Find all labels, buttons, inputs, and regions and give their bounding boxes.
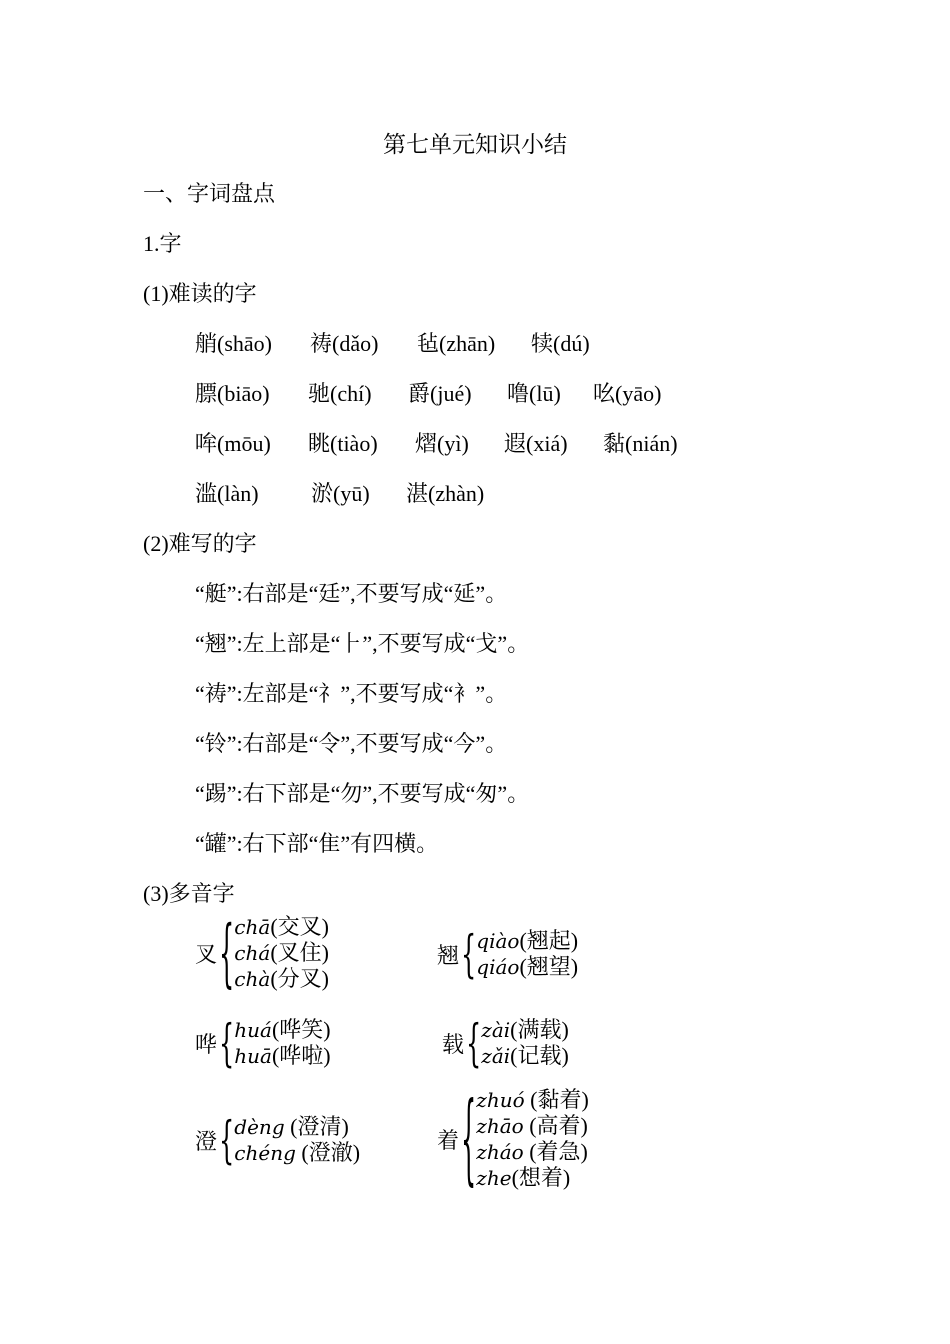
char-entry: 眺(tiào) [308, 431, 378, 456]
reading-item: chá(叉住) [234, 940, 329, 965]
polyphone-group [195, 1110, 361, 1170]
hard-write-line: “艇”:右部是“廷”,不要写成“延”。 [195, 581, 508, 606]
char-entry: 湛(zhàn) [406, 481, 485, 506]
reading-item: huā(哗啦) [234, 1043, 331, 1068]
reading-item: zǎi(记载) [481, 1043, 569, 1068]
polyphone-heading: (3)多音字 [143, 881, 235, 906]
char-entry: 哞(mōu) [195, 431, 271, 456]
reading-item: qiào(翘起) [476, 928, 579, 953]
reading-item: zhāo (高着) [476, 1113, 588, 1138]
brace: { [466, 1013, 482, 1073]
brace: { [461, 1081, 477, 1197]
char-entry: 驰(chí) [308, 381, 372, 406]
reading-item: zháo (着急) [476, 1139, 588, 1164]
reading-item: chéng (澄澈) [234, 1140, 361, 1165]
polyphone-char: 载 [442, 1031, 465, 1057]
polyphone-group [195, 909, 329, 997]
polyphone-group [442, 1013, 569, 1073]
char-entry: 吆(yāo) [593, 381, 662, 406]
hard-read-heading: (1)难读的字 [143, 281, 257, 306]
char-entry: 毡(zhān) [417, 331, 496, 356]
char-entry: 犊(dú) [531, 331, 590, 356]
char-entry: 爵(jué) [408, 381, 472, 406]
char-entry: 遐(xiá) [504, 431, 568, 456]
brace: { [219, 909, 235, 997]
reading-item: chà(分叉) [234, 966, 329, 991]
hard-write-line: “踢”:右下部是“勿”,不要写成“匆”。 [195, 781, 530, 806]
polyphone-group [437, 924, 579, 984]
reading-item: chā(交叉) [234, 914, 329, 939]
hard-write-line: “铃”:右部是“令”,不要写成“今”。 [195, 731, 508, 756]
polyphone-char: 着 [437, 1127, 460, 1153]
reading-item: huá(哗笑) [234, 1017, 331, 1042]
polyphone-group [195, 1013, 331, 1073]
brace: { [219, 1110, 235, 1170]
reading-item: qiáo(翘望) [476, 954, 579, 979]
char-entry: 膘(biāo) [195, 381, 270, 406]
hard-write-line: “翘”:左上部是“⺊”,不要写成“戈”。 [195, 631, 530, 656]
polyphone-char: 翘 [437, 942, 460, 968]
reading-item: zhe(想着) [476, 1165, 571, 1190]
reading-item: zài(满载) [481, 1017, 569, 1042]
hard-write-line: “祷”:左部是“礻”,不要写成“衤”。 [195, 681, 508, 706]
char-entry: 噜(lū) [507, 381, 561, 406]
polyphone-char: 哗 [195, 1031, 218, 1057]
hard-write-heading: (2)难写的字 [143, 531, 257, 556]
char-entry: 滥(làn) [195, 481, 259, 506]
reading-item: dèng (澄清) [234, 1114, 349, 1139]
brace: { [461, 924, 477, 984]
reading-item: zhuó (黏着) [476, 1087, 589, 1112]
polyphone-char: 澄 [195, 1128, 218, 1154]
page-title: 第七单元知识小结 [383, 132, 567, 157]
char-entry: 祷(dǎo) [310, 331, 379, 356]
char-entry: 熠(yì) [415, 431, 469, 456]
brace: { [219, 1013, 235, 1073]
char-entry: 艄(shāo) [195, 331, 272, 356]
char-entry: 黏(nián) [603, 431, 678, 456]
polyphone-char: 叉 [195, 941, 218, 967]
sub-heading: 1.字 [143, 231, 182, 256]
section-heading: 一、字词盘点 [143, 181, 276, 206]
polyphone-group [437, 1081, 589, 1197]
hard-write-line: “罐”:右下部“隹”有四横。 [195, 831, 439, 856]
char-entry: 淤(yū) [311, 481, 370, 506]
